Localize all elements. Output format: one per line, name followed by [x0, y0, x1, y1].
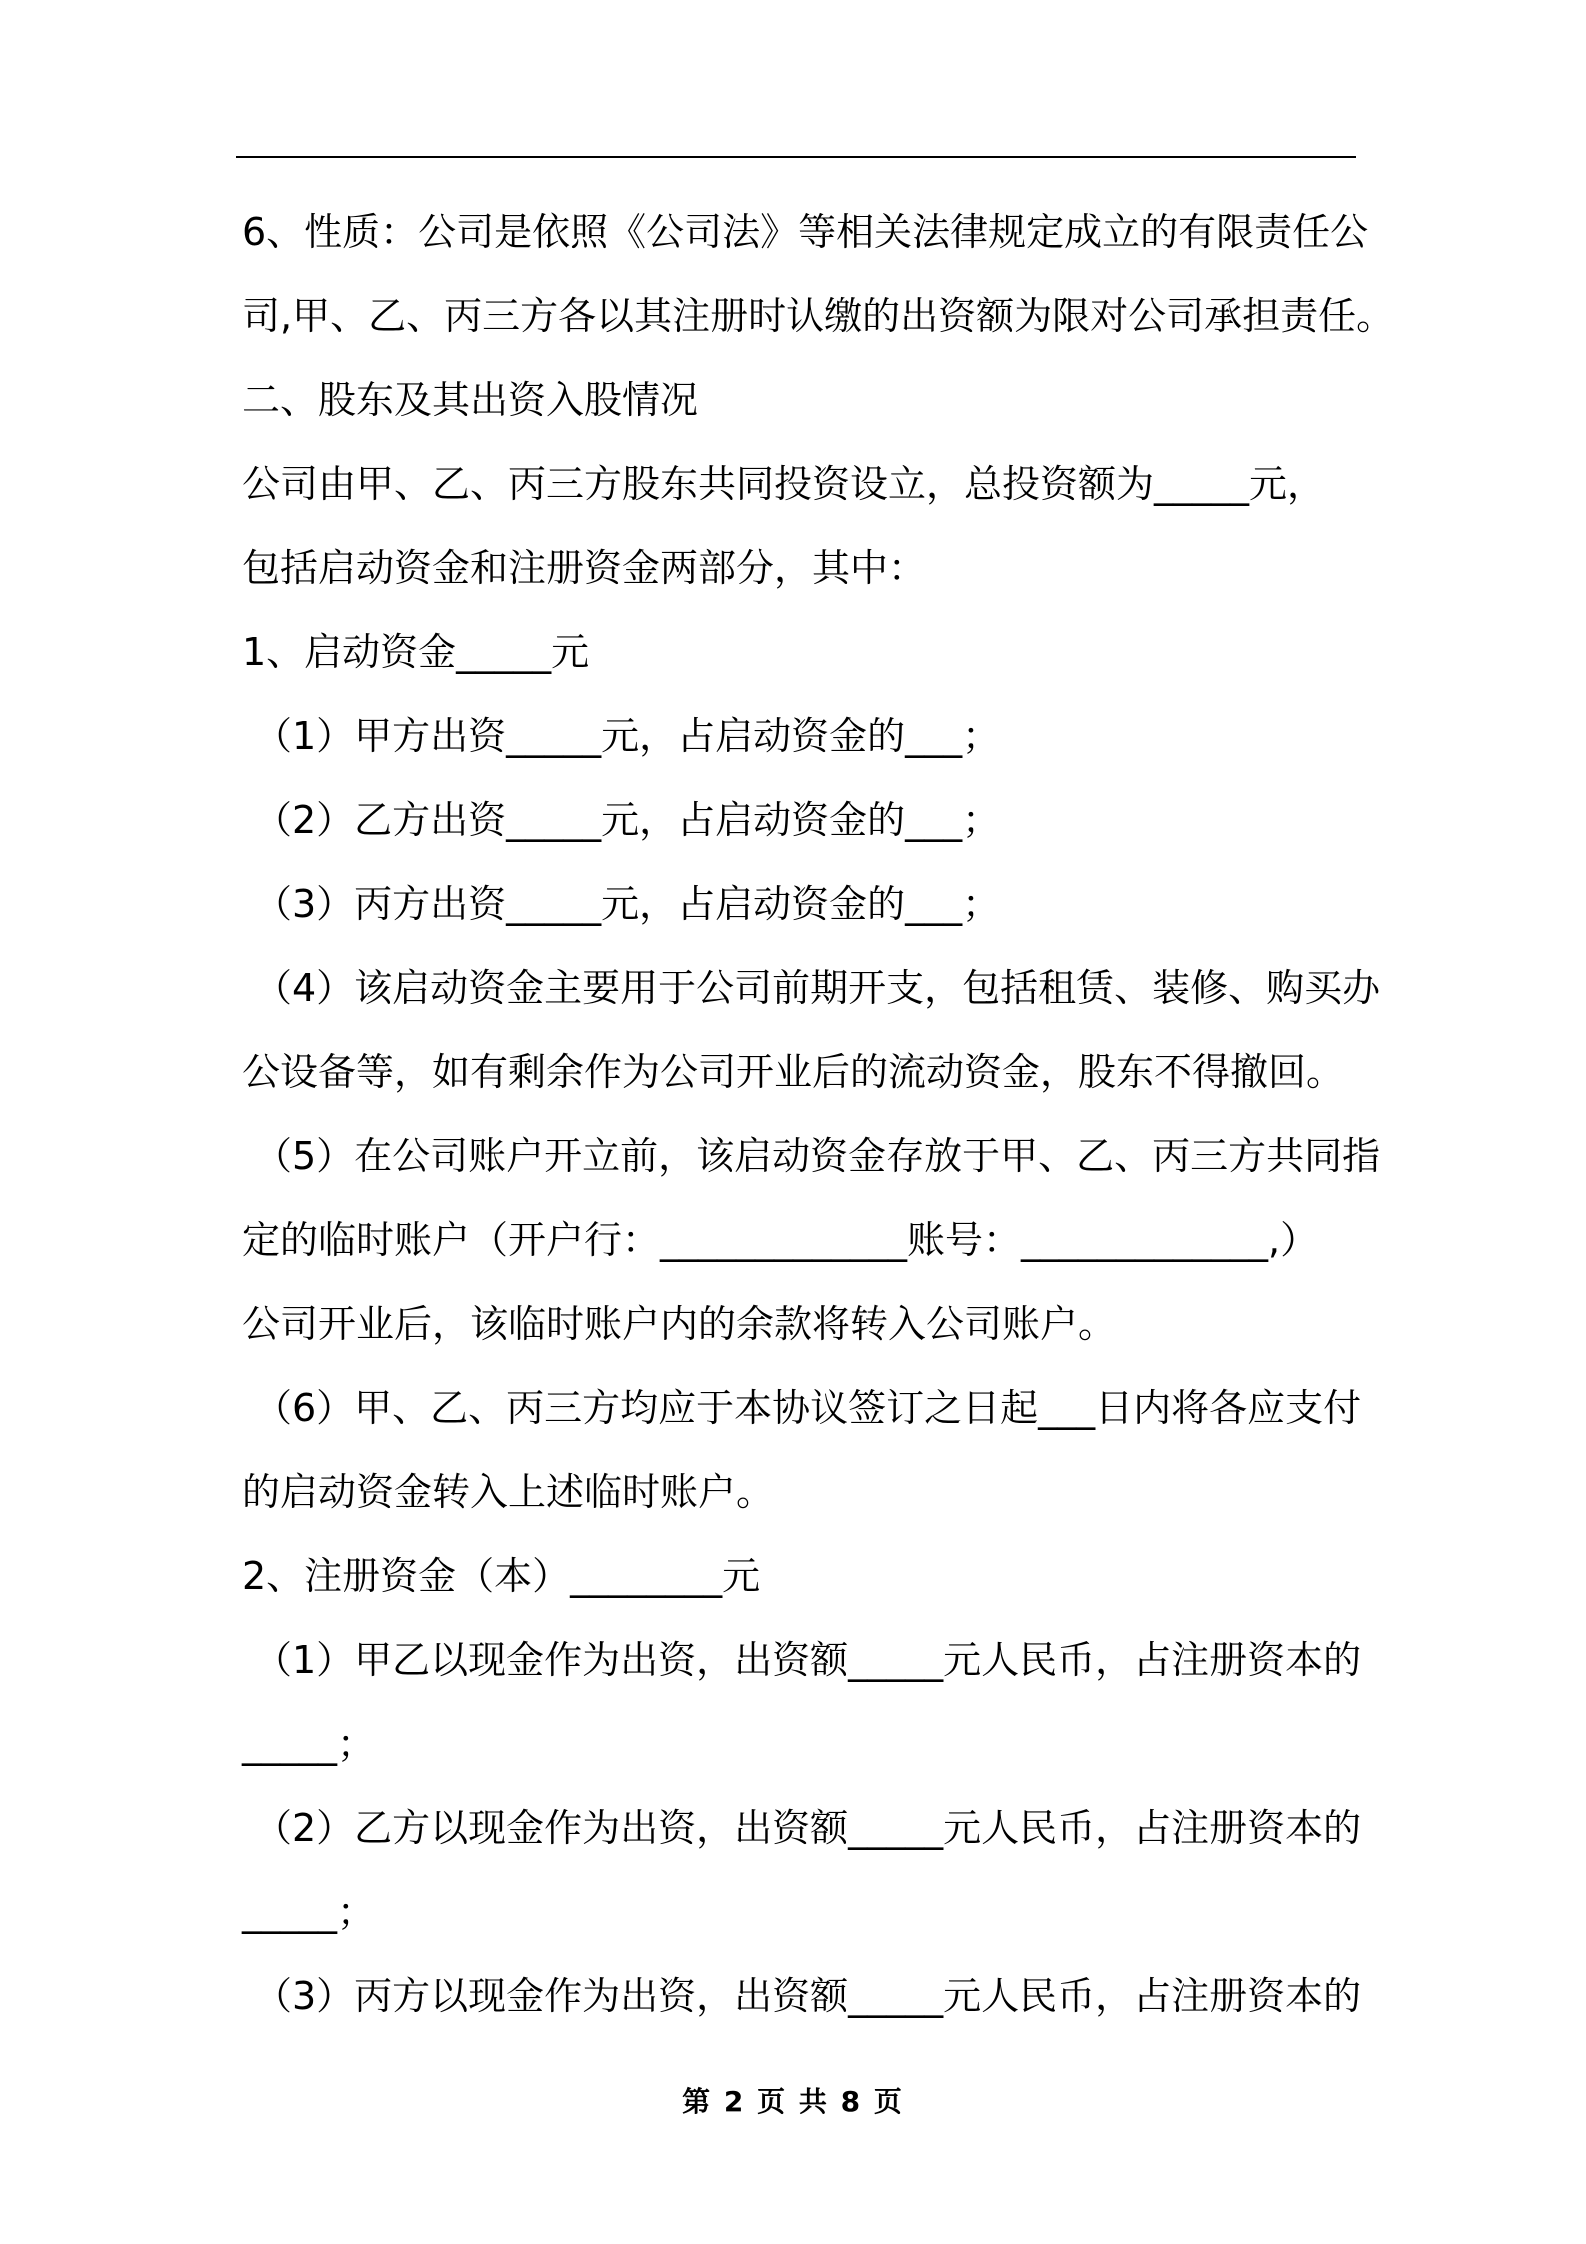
sub-clause: （2）乙方出资_____元，占启动资金的___； [254, 798, 1001, 842]
sub-clause: （2）乙方以现金作为出资，出资额_____元人民币，占注册资本的 [254, 1806, 1362, 1850]
header-rule [236, 156, 1356, 158]
sub-clause: （1）甲乙以现金作为出资，出资额_____元人民币，占注册资本的 [254, 1638, 1362, 1682]
sub-clause: （5）在公司账户开立前，该启动资金存放于甲、乙、丙三方共同指 [254, 1134, 1381, 1178]
sub-clause: （6）甲、乙、丙三方均应于本协议签订之日起___日内将各应支付 [254, 1386, 1362, 1430]
text-line: _____； [242, 1722, 376, 1766]
text-line: 公司由甲、乙、丙三方股东共同投资设立，总投资额为_____元， [242, 462, 1326, 506]
text-line: 公司开业后，该临时账户内的余款将转入公司账户。 [242, 1302, 1117, 1346]
section-heading: 二、股东及其出资入股情况 [242, 378, 699, 422]
text-line: 司,甲、乙、丙三方各以其注册时认缴的出资额为限对公司承担责任。 [242, 294, 1395, 338]
text-line: 的启动资金转入上述临时账户。 [242, 1470, 775, 1514]
sub-clause: （3）丙方以现金作为出资，出资额_____元人民币，占注册资本的 [254, 1974, 1362, 2018]
text-line: 公设备等，如有剩余作为公司开业后的流动资金，股东不得撤回。 [242, 1050, 1345, 1094]
text-line: 包括启动资金和注册资金两部分，其中： [242, 546, 927, 590]
clause-heading: 1、启动资金_____元 [242, 630, 590, 674]
text-line: 6、性质：公司是依照《公司法》等相关法律规定成立的有限责任公 [242, 210, 1369, 254]
sub-clause: （4）该启动资金主要用于公司前期开支，包括租赁、装修、购买办 [254, 966, 1381, 1010]
text-line: 定的临时账户（开户行：_____________账号：_____________,） [242, 1218, 1319, 1262]
page-number: 第 2 页 共 8 页 [682, 2085, 904, 2118]
clause-heading: 2、注册资金（本）________元 [242, 1554, 761, 1598]
sub-clause: （1）甲方出资_____元，占启动资金的___； [254, 714, 1001, 758]
sub-clause: （3）丙方出资_____元，占启动资金的___； [254, 882, 1001, 926]
document-body [242, 196, 1395, 2044]
text-line: _____； [242, 1890, 376, 1934]
